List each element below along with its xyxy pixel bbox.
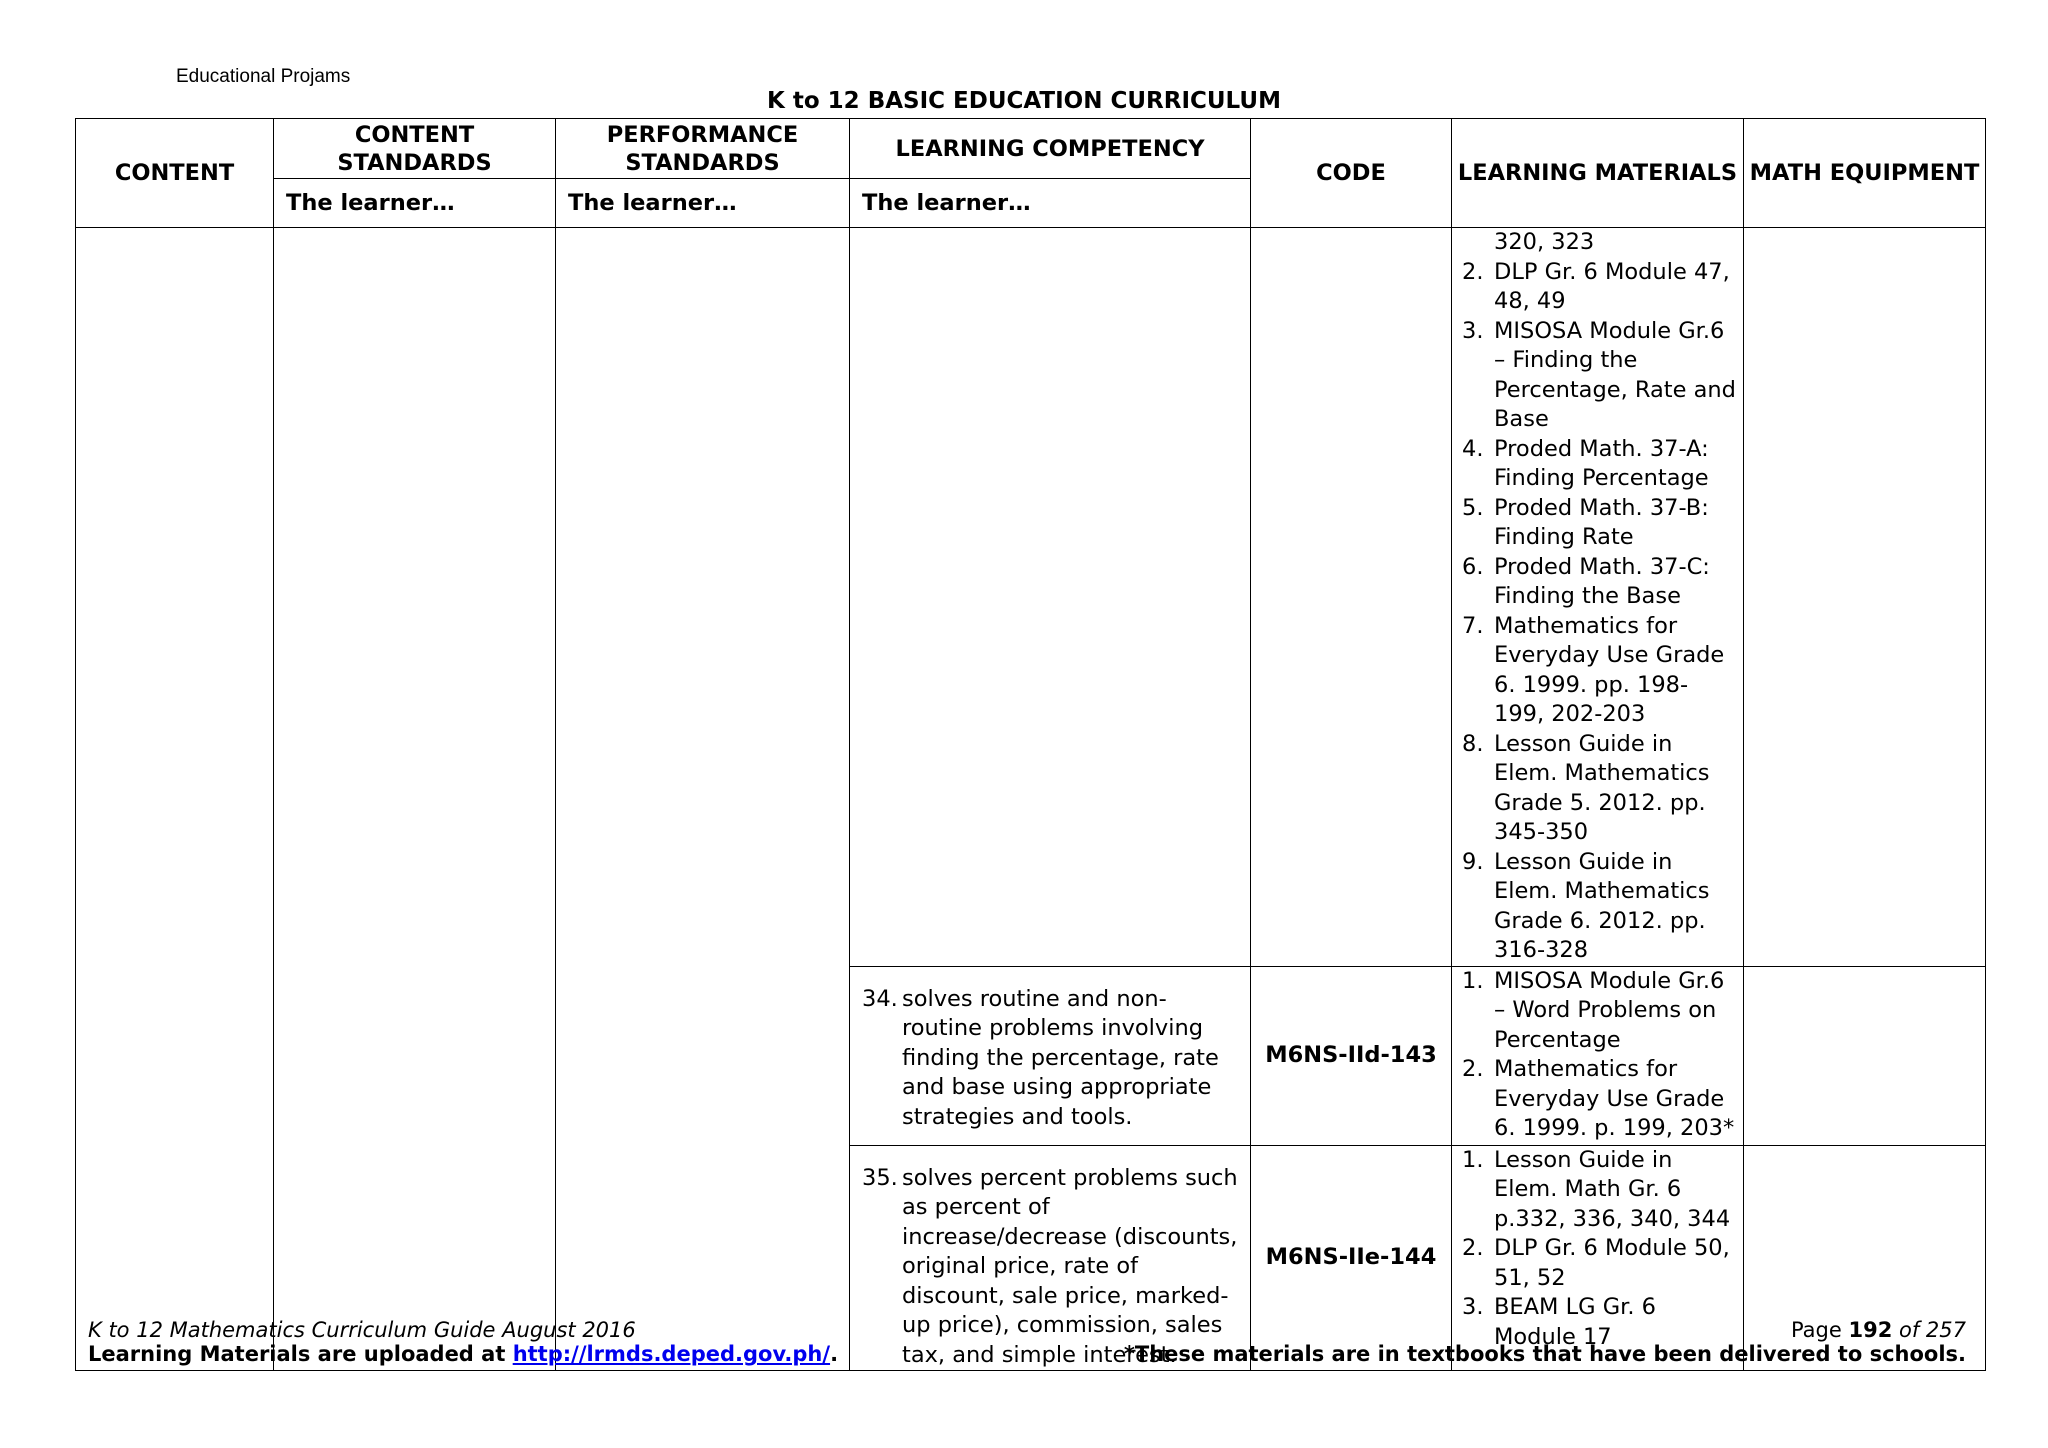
performance-standards-cell [556,228,850,1371]
lrmds-link[interactable]: http://lrmds.deped.gov.ph/ [512,1342,831,1366]
list-item: 2. DLP Gr. 6 Module 47, 48, 49 [1462,258,1730,314]
learning-materials-cell [1452,966,1744,1145]
list-item: 3. BEAM LG Gr. 6 Module 17 [1462,1294,1656,1350]
competency-text: solves routine and non-routine problems involving finding the percentage, rate and base using appropriate strategies and tools. [902,985,1219,1130]
page-current: 192 [1848,1318,1893,1342]
list-item: 8. Lesson Guide in Elem. Mathematics Grade 5. 2012. pp. 345-350 [1462,730,1710,845]
list-item: 1. MISOSA Module Gr.6 – Word Problems on Percentage [1462,967,1725,1053]
content-standards-cell [274,228,556,1371]
subheader-learning-competency: The learner… [850,179,1251,228]
page-number [1791,1318,1966,1342]
materials-list [1452,228,1743,966]
subheader-performance-standards: The learner… [556,179,850,228]
header-content-standards: CONTENT STANDARDS [274,119,556,179]
header-learning-materials: LEARNING MATERIALS [1452,119,1744,228]
curriculum-table [75,118,1986,1371]
math-equipment-cell [1744,966,1986,1145]
footer-uploaded-period: . [830,1342,839,1366]
header-learning-competency: LEARNING COMPETENCY [850,119,1251,179]
page-total: of 257 [1899,1318,1966,1342]
list-item: 6. Proded Math. 37-C: Finding the Base [1462,553,1710,609]
list-item: 3. MISOSA Module Gr.6 – Finding the Percentage, Rate and Base [1462,317,1736,432]
code-cell: M6NS-IIe-144 [1251,1145,1452,1371]
content-cell [76,228,274,1371]
list-item: 7. Mathematics for Everyday Use Grade 6. 1999. pp. 198-199, 202-203 [1462,612,1725,727]
header-row [76,119,1986,179]
list-item: 1. Lesson Guide in Elem. Math Gr. 6 p.332, 336, 340, 344 [1462,1146,1731,1232]
footer-guide: K to 12 Mathematics Curriculum Guide August 2016 [88,1318,636,1342]
page-label: Page [1790,1318,1842,1342]
code-cell [1251,228,1452,967]
header-note: Educational Projams [176,66,351,87]
materials-list [1452,967,1743,1144]
footer-uploaded [88,1342,838,1366]
competency-cell [850,228,1251,967]
header-code: CODE [1251,119,1452,228]
footer-note: *These materials are in textbooks that have been delivered to schools. [1123,1342,1966,1366]
competency-cell [850,966,1251,1145]
footer-uploaded-text: Learning Materials are uploaded at [88,1342,513,1366]
competency-number: 35. [862,1164,898,1191]
table-row [76,228,1986,967]
list-item: 2. Mathematics for Everyday Use Grade 6. 1999. p. 199, 203* [1462,1056,1735,1141]
list-item: 2. DLP Gr. 6 Module 50, 51, 52 [1462,1235,1730,1291]
code-cell: M6NS-IId-143 [1251,966,1452,1145]
competency-text: solves percent problems such as percent of increase/decrease (discounts, original price, rate of discount, sale price, marked-up price), commission, sales tax, and simple interest. [902,1164,1238,1368]
learning-materials-cell [1452,228,1744,967]
header-content: CONTENT [76,119,274,228]
math-equipment-cell [1744,228,1986,967]
header-math-equipment: MATH EQUIPMENT [1744,119,1986,228]
header-performance-standards: PERFORMANCE STANDARDS [556,119,850,179]
list-item: 5. Proded Math. 37-B: Finding Rate [1462,494,1709,550]
list-item: 4. Proded Math. 37-A: Finding Percentage [1462,435,1709,491]
list-item: 320, 323 [1494,229,1595,255]
learning-materials-cell [1452,1145,1744,1371]
competency-number: 34. [862,985,898,1012]
list-item: 9. Lesson Guide in Elem. Mathematics Grade 6. 2012. pp. 316-328 [1462,848,1710,963]
materials-list [1452,1146,1743,1353]
competency-cell [850,1145,1251,1371]
subheader-content-standards: The learner… [274,179,556,228]
document-title: K to 12 BASIC EDUCATION CURRICULUM [767,88,1281,114]
